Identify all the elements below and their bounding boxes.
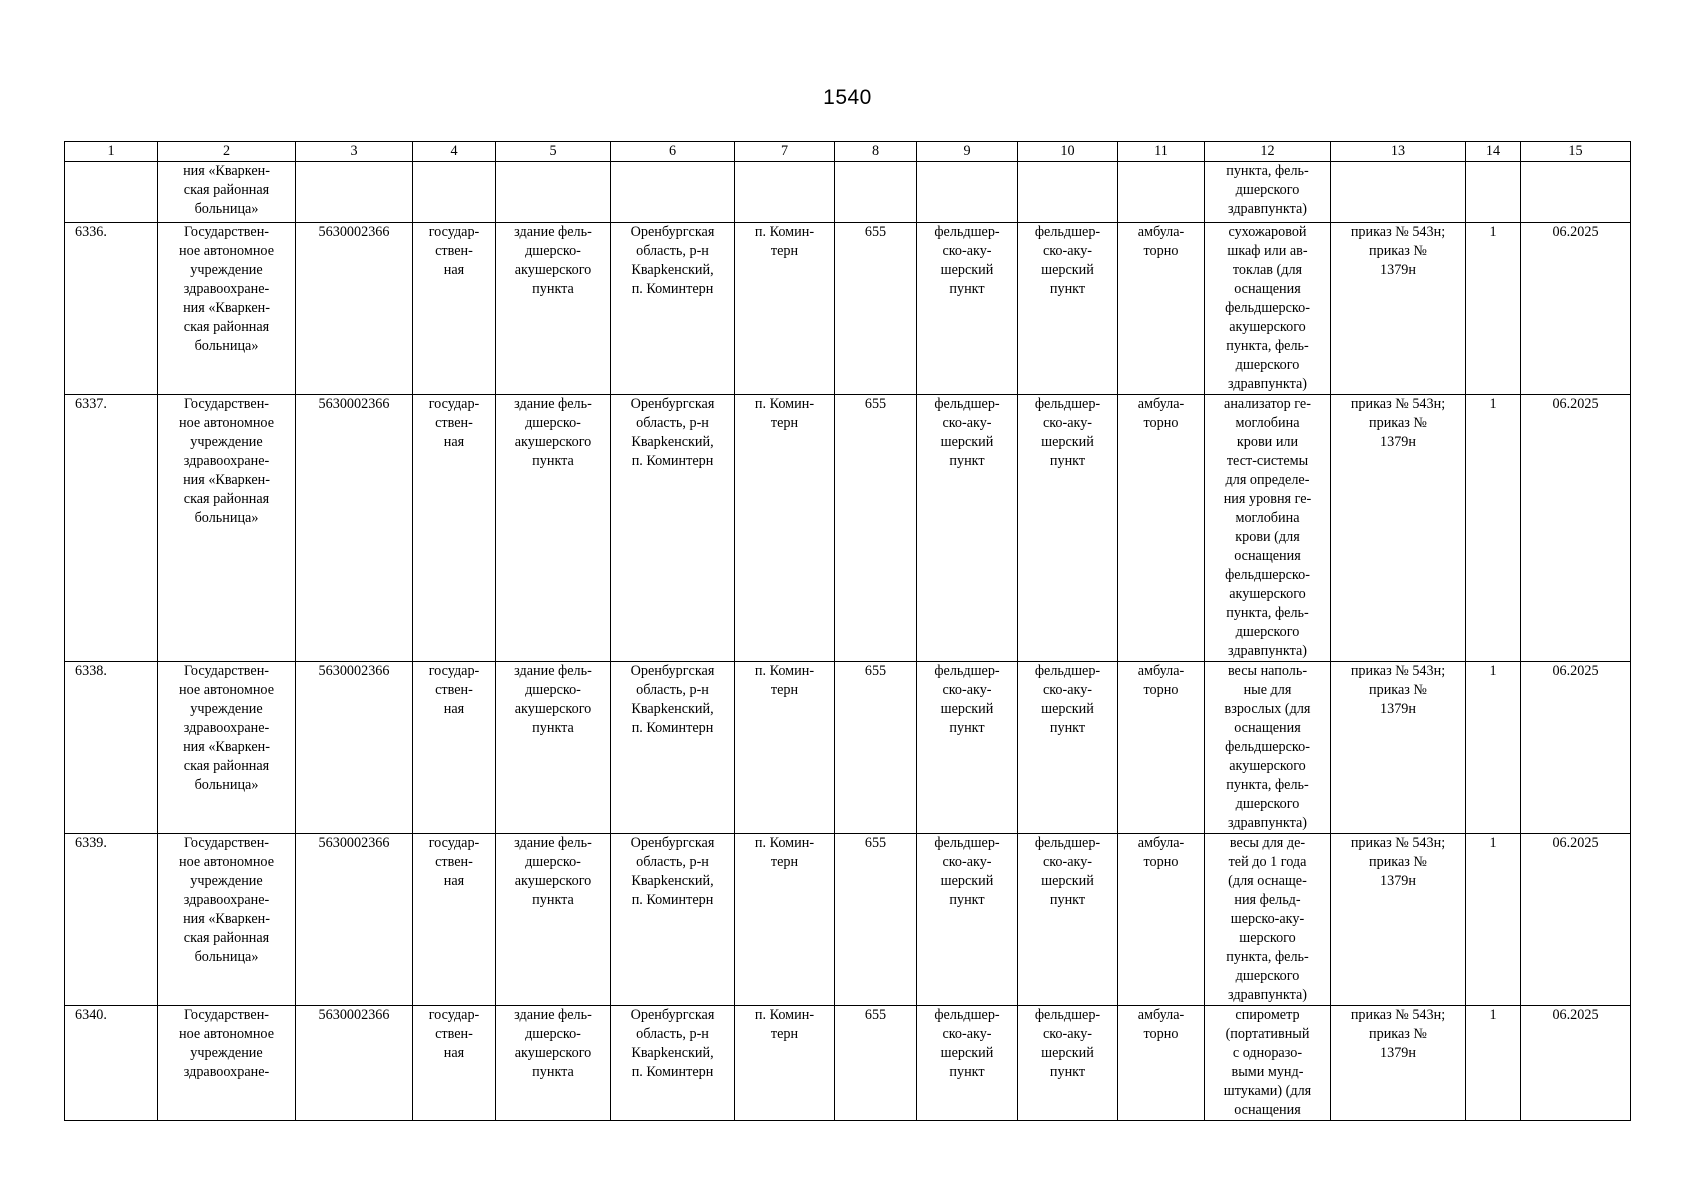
column-number-row	[65, 142, 1631, 162]
cell-equipment: спирометр (портативный с одноразо- выми мунд- штуками) (для оснащения	[1205, 1006, 1331, 1121]
column-header: 9	[917, 142, 1018, 162]
cell-population: 655	[835, 223, 917, 395]
cell-order: приказ № 543н; приказ № 1379н	[1331, 1006, 1466, 1121]
cell-order: приказ № 543н; приказ № 1379н	[1331, 395, 1466, 662]
cell-date: 06.2025	[1521, 1006, 1631, 1121]
cell-ownership	[413, 162, 496, 223]
cell-date: 06.2025	[1521, 395, 1631, 662]
cell-date	[1521, 162, 1631, 223]
cell-quantity: 1	[1466, 1006, 1521, 1121]
cell-equipment: весы наполь- ные для взрослых (для оснащения фельдшерско- акушерского пункта, фель- дшерского здравпункта)	[1205, 662, 1331, 834]
cell-care-form: амбула- торно	[1118, 1006, 1205, 1121]
column-header: 5	[496, 142, 611, 162]
cell-settlement: п. Комин- терн	[735, 834, 835, 1006]
cell-settlement: п. Комин- терн	[735, 223, 835, 395]
cell-num: 6337.	[65, 395, 158, 662]
cell-equipment: весы для де- тей до 1 года (для оснаще- ния фельд- шерско-аку- шерского пункта, фель- дшерского здравпункта)	[1205, 834, 1331, 1006]
cell-facility-type: фельдшер- ско-аку- шерский пункт	[917, 834, 1018, 1006]
cell-subdivision: фельдшер- ско-аку- шерский пункт	[1018, 223, 1118, 395]
cell-population: 655	[835, 662, 917, 834]
cell-address	[611, 162, 735, 223]
cell-care-form: амбула- торно	[1118, 662, 1205, 834]
cell-building	[496, 162, 611, 223]
cell-population: 655	[835, 834, 917, 1006]
table-row	[65, 1006, 1631, 1121]
cell-settlement	[735, 162, 835, 223]
cell-ownership: государ- ствен- ная	[413, 395, 496, 662]
cell-institution: Государствен- ное автономное учреждение здравоохране- ния «Кваркен- ская районная больница»	[158, 395, 296, 662]
cell-order	[1331, 162, 1466, 223]
column-header: 7	[735, 142, 835, 162]
cell-num: 6340.	[65, 1006, 158, 1121]
cell-settlement: п. Комин- терн	[735, 662, 835, 834]
cell-subdivision: фельдшер- ско-аку- шерский пункт	[1018, 834, 1118, 1006]
cell-equipment: сухожаровой шкаф или ав- токлав (для оснащения фельдшерско- акушерского пункта, фель- дшерского здравпункта)	[1205, 223, 1331, 395]
cell-quantity: 1	[1466, 395, 1521, 662]
column-header: 1	[65, 142, 158, 162]
cell-date: 06.2025	[1521, 834, 1631, 1006]
cell-facility-type: фельдшер- ско-аку- шерский пункт	[917, 223, 1018, 395]
cell-institution: ния «Кваркен- ская районная больница»	[158, 162, 296, 223]
cell-settlement: п. Комин- терн	[735, 395, 835, 662]
cell-address: Оренбургская область, р-н Кварkенский, п. Коминтерн	[611, 662, 735, 834]
cell-order: приказ № 543н; приказ № 1379н	[1331, 223, 1466, 395]
column-header: 6	[611, 142, 735, 162]
cell-subdivision	[1018, 162, 1118, 223]
column-header: 11	[1118, 142, 1205, 162]
table-row	[65, 662, 1631, 834]
cell-population: 655	[835, 395, 917, 662]
page-number: 1540	[823, 86, 872, 109]
cell-quantity: 1	[1466, 834, 1521, 1006]
cell-num: 6339.	[65, 834, 158, 1006]
cell-order: приказ № 543н; приказ № 1379н	[1331, 662, 1466, 834]
cell-inn: 5630002366	[296, 834, 413, 1006]
cell-building: здание фель- дшерско- акушерского пункта	[496, 223, 611, 395]
cell-num: 6338.	[65, 662, 158, 834]
column-header: 4	[413, 142, 496, 162]
cell-equipment: пункта, фель- дшерского здравпункта)	[1205, 162, 1331, 223]
cell-inn: 5630002366	[296, 662, 413, 834]
cell-subdivision: фельдшер- ско-аку- шерский пункт	[1018, 395, 1118, 662]
table-row	[65, 395, 1631, 662]
column-header: 2	[158, 142, 296, 162]
cell-institution: Государствен- ное автономное учреждение здравоохране- ния «Кваркен- ская районная больница»	[158, 834, 296, 1006]
cell-ownership: государ- ствен- ная	[413, 1006, 496, 1121]
column-header: 14	[1466, 142, 1521, 162]
cell-num	[65, 162, 158, 223]
cell-building: здание фель- дшерско- акушерского пункта	[496, 662, 611, 834]
cell-care-form: амбула- торно	[1118, 834, 1205, 1006]
cell-facility-type: фельдшер- ско-аку- шерский пункт	[917, 662, 1018, 834]
cell-care-form: амбула- торно	[1118, 223, 1205, 395]
column-header: 13	[1331, 142, 1466, 162]
column-header: 12	[1205, 142, 1331, 162]
cell-quantity: 1	[1466, 662, 1521, 834]
cell-ownership: государ- ствен- ная	[413, 223, 496, 395]
cell-institution: Государствен- ное автономное учреждение здравоохране-	[158, 1006, 296, 1121]
cell-num: 6336.	[65, 223, 158, 395]
cell-inn	[296, 162, 413, 223]
cell-facility-type: фельдшер- ско-аку- шерский пункт	[917, 395, 1018, 662]
cell-building: здание фель- дшерско- акушерского пункта	[496, 834, 611, 1006]
cell-institution: Государствен- ное автономное учреждение здравоохране- ния «Кваркен- ская районная больница»	[158, 223, 296, 395]
cell-facility-type: фельдшер- ско-аку- шерский пункт	[917, 1006, 1018, 1121]
table-row	[65, 834, 1631, 1006]
cell-building: здание фель- дшерско- акушерского пункта	[496, 1006, 611, 1121]
cell-care-form: амбула- торно	[1118, 395, 1205, 662]
cell-order: приказ № 543н; приказ № 1379н	[1331, 834, 1466, 1006]
cell-inn: 5630002366	[296, 1006, 413, 1121]
column-header: 10	[1018, 142, 1118, 162]
cell-address: Оренбургская область, р-н Кварkенский, п. Коминтерн	[611, 395, 735, 662]
cell-care-form	[1118, 162, 1205, 223]
cell-quantity: 1	[1466, 223, 1521, 395]
cell-date: 06.2025	[1521, 662, 1631, 834]
cell-building: здание фель- дшерско- акушерского пункта	[496, 395, 611, 662]
column-header: 8	[835, 142, 917, 162]
cell-address: Оренбургская область, р-н Кварkенский, п. Коминтерн	[611, 223, 735, 395]
continuation-row	[65, 162, 1631, 223]
cell-ownership: государ- ствен- ная	[413, 834, 496, 1006]
cell-population: 655	[835, 1006, 917, 1121]
table-row	[65, 223, 1631, 395]
cell-quantity	[1466, 162, 1521, 223]
cell-population	[835, 162, 917, 223]
column-header: 15	[1521, 142, 1631, 162]
cell-inn: 5630002366	[296, 223, 413, 395]
cell-institution: Государствен- ное автономное учреждение здравоохране- ния «Кваркен- ская районная больница»	[158, 662, 296, 834]
cell-address: Оренбургская область, р-н Кварkенский, п. Коминтерн	[611, 1006, 735, 1121]
cell-subdivision: фельдшер- ско-аку- шерский пункт	[1018, 662, 1118, 834]
cell-address: Оренбургская область, р-н Кварkенский, п. Коминтерн	[611, 834, 735, 1006]
cell-equipment: анализатор ге- моглобина крови или тест-системы для определе- ния уровня ге- моглобина крови (для оснащения фельдшерско- акушерского пункта, фель- дшерского здравпункта)	[1205, 395, 1331, 662]
column-header: 3	[296, 142, 413, 162]
cell-settlement: п. Комин- терн	[735, 1006, 835, 1121]
cell-inn: 5630002366	[296, 395, 413, 662]
cell-date: 06.2025	[1521, 223, 1631, 395]
equipment-register-table	[64, 141, 1631, 1121]
cell-subdivision: фельдшер- ско-аку- шерский пункт	[1018, 1006, 1118, 1121]
cell-ownership: государ- ствен- ная	[413, 662, 496, 834]
cell-facility-type	[917, 162, 1018, 223]
